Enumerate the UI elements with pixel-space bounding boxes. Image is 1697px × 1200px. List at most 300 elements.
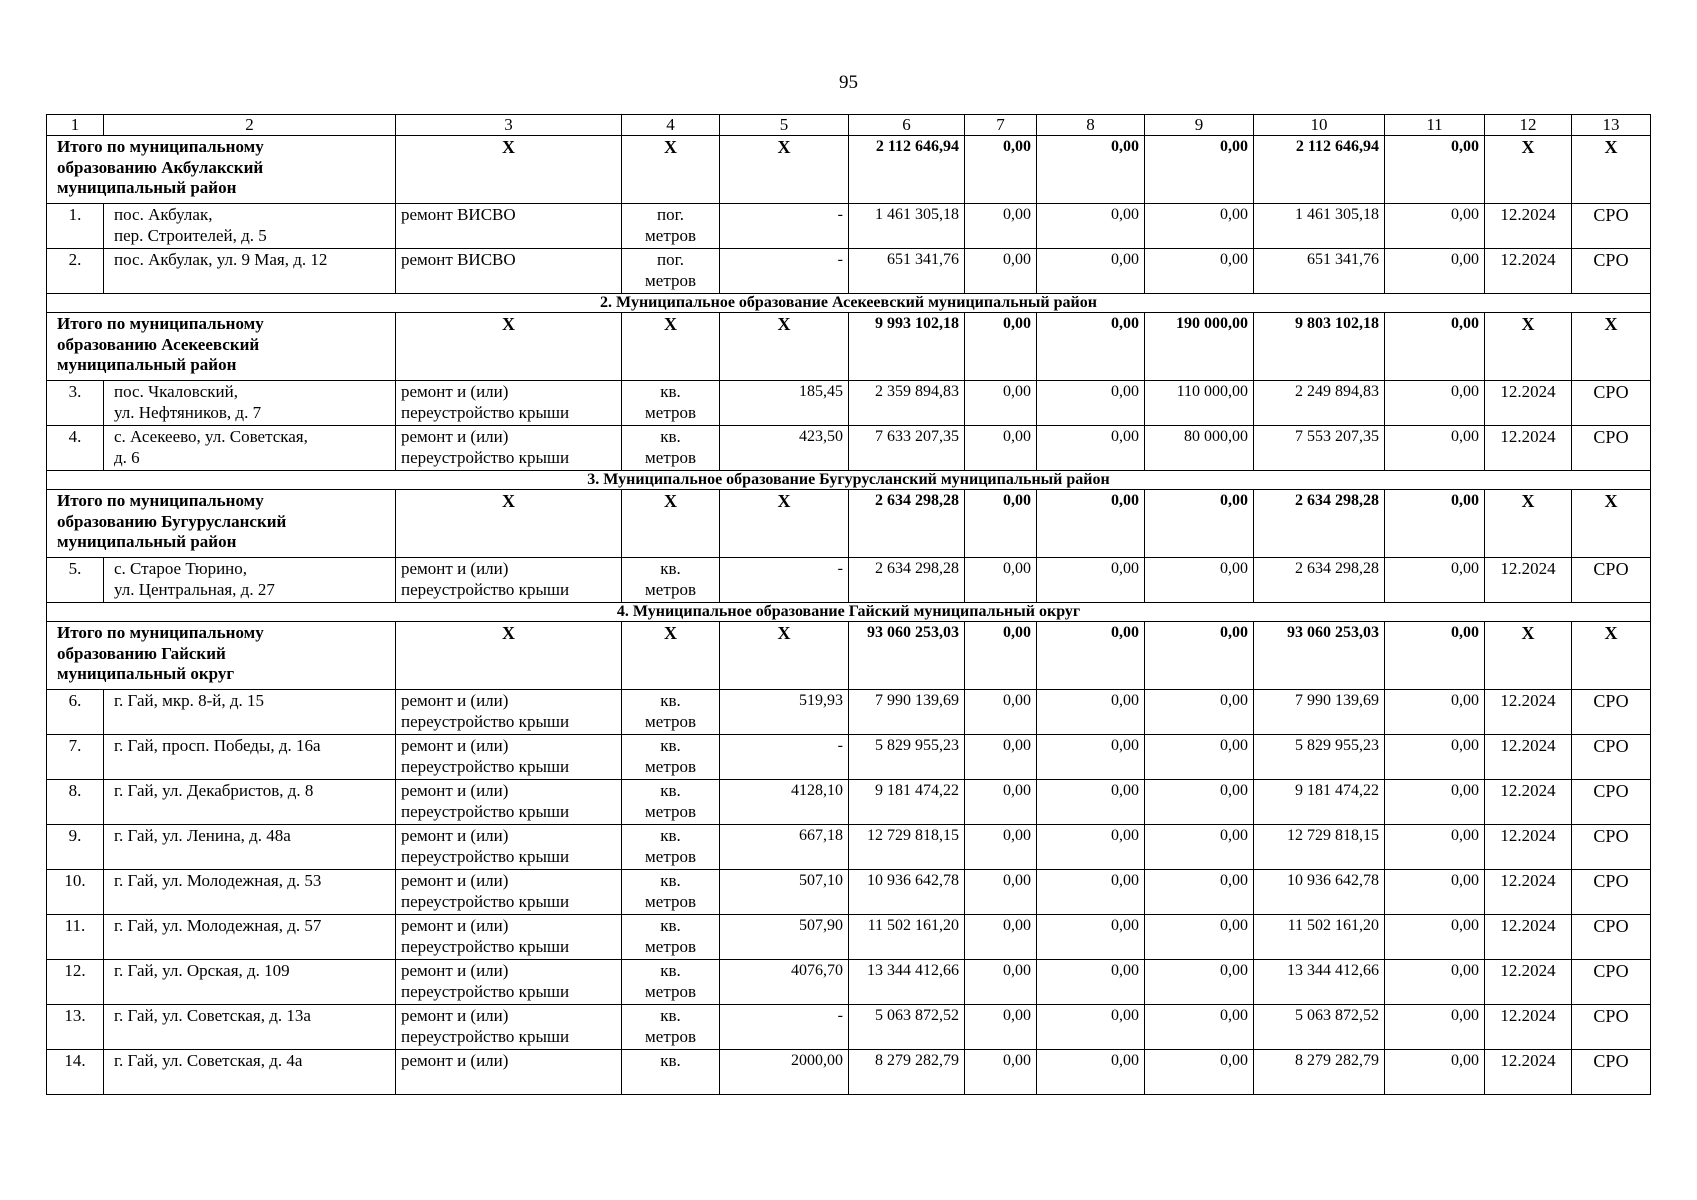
total-c4-cell: X	[622, 313, 720, 381]
item-c5-cell: -	[720, 735, 849, 780]
item-c6-cell: 12 729 818,15	[849, 825, 965, 870]
total-c8-cell: 0,00	[1037, 136, 1145, 204]
item-c9-cell: 0,00	[1145, 870, 1254, 915]
row-number-cell: 14.	[47, 1050, 104, 1095]
total-c13-cell: X	[1572, 136, 1651, 204]
item-c10-cell: 5 063 872,52	[1254, 1005, 1385, 1050]
row-number-cell: 3.	[47, 381, 104, 426]
item-c10-cell: 12 729 818,15	[1254, 825, 1385, 870]
total-c4-cell: X	[622, 622, 720, 690]
item-c8-cell: 0,00	[1037, 249, 1145, 294]
section-title: 3. Муниципальное образование Бугурусланский муниципальный район	[47, 471, 1651, 490]
unit-line: метров	[645, 711, 696, 731]
column-number-cell: 4	[622, 115, 720, 136]
address-line: г. Гай, ул. Орская, д. 109	[114, 961, 290, 980]
table-body	[47, 115, 1651, 1095]
item-c12-cell: 12.2024	[1485, 870, 1572, 915]
address-cell	[104, 735, 396, 780]
item-c7-cell: 0,00	[965, 960, 1037, 1005]
unit-line: метров	[645, 447, 696, 467]
total-name-cell	[47, 136, 396, 204]
column-number-cell: 12	[1485, 115, 1572, 136]
total-name-line: Итого по муниципальному	[57, 137, 264, 156]
work-type-cell	[396, 426, 622, 471]
item-c13-cell: СРО	[1572, 204, 1651, 249]
item-c9-cell: 0,00	[1145, 204, 1254, 249]
item-c8-cell: 0,00	[1037, 960, 1145, 1005]
item-c9-cell: 80 000,00	[1145, 426, 1254, 471]
item-c13-cell: СРО	[1572, 960, 1651, 1005]
work-type-line: переустройство крыши	[401, 1026, 570, 1046]
unit-cell	[622, 825, 720, 870]
total-c9-cell: 190 000,00	[1145, 313, 1254, 381]
total-c3-cell: X	[396, 313, 622, 381]
column-number-cell: 1	[47, 115, 104, 136]
unit-line: метров	[645, 270, 696, 290]
item-c6-cell: 7 633 207,35	[849, 426, 965, 471]
item-c9-cell: 0,00	[1145, 960, 1254, 1005]
work-type-line: переустройство крыши	[401, 846, 570, 866]
work-type-cell	[396, 960, 622, 1005]
item-c10-cell: 651 341,76	[1254, 249, 1385, 294]
item-c7-cell: 0,00	[965, 381, 1037, 426]
address-cell	[104, 204, 396, 249]
address-cell	[104, 960, 396, 1005]
total-name-line: образованию Гайский	[57, 643, 226, 663]
table-row	[47, 870, 1651, 915]
municipality-total-row	[47, 136, 1651, 204]
item-c10-cell: 7 553 207,35	[1254, 426, 1385, 471]
total-c3-cell: X	[396, 136, 622, 204]
table-row	[47, 735, 1651, 780]
work-type-line: ремонт и (или)	[401, 961, 509, 980]
item-c5-cell: 423,50	[720, 426, 849, 471]
row-number-cell: 5.	[47, 558, 104, 603]
item-c10-cell: 8 279 282,79	[1254, 1050, 1385, 1095]
address-cell	[104, 690, 396, 735]
address-line: г. Гай, просп. Победы, д. 16а	[114, 736, 321, 755]
row-number-cell: 7.	[47, 735, 104, 780]
unit-line: метров	[645, 1026, 696, 1046]
table-row	[47, 960, 1651, 1005]
item-c8-cell: 0,00	[1037, 558, 1145, 603]
item-c8-cell: 0,00	[1037, 426, 1145, 471]
work-type-line: ремонт и (или)	[401, 1051, 509, 1070]
address-line: с. Асекеево, ул. Советская,	[114, 427, 308, 446]
total-name-line: Итого по муниципальному	[57, 623, 264, 642]
address-cell	[104, 870, 396, 915]
work-type-line: переустройство крыши	[401, 711, 570, 731]
item-c10-cell: 2 249 894,83	[1254, 381, 1385, 426]
row-number-cell: 4.	[47, 426, 104, 471]
total-name-line: муниципальный район	[57, 532, 237, 552]
address-line: г. Гай, мкр. 8-й, д. 15	[114, 691, 265, 710]
address-line: пос. Акбулак, ул. 9 Мая, д. 12	[114, 250, 328, 269]
unit-line: кв.	[660, 736, 681, 755]
table-row	[47, 915, 1651, 960]
total-c10-cell: 93 060 253,03	[1254, 622, 1385, 690]
item-c12-cell: 12.2024	[1485, 204, 1572, 249]
unit-cell	[622, 249, 720, 294]
item-c11-cell: 0,00	[1385, 690, 1485, 735]
item-c7-cell: 0,00	[965, 735, 1037, 780]
address-line: г. Гай, ул. Ленина, д. 48а	[114, 826, 291, 845]
item-c6-cell: 9 181 474,22	[849, 780, 965, 825]
unit-cell	[622, 1050, 720, 1095]
address-line: пер. Строителей, д. 5	[114, 225, 267, 245]
unit-line: кв.	[660, 1051, 681, 1070]
item-c6-cell: 1 461 305,18	[849, 204, 965, 249]
total-c6-cell: 93 060 253,03	[849, 622, 965, 690]
work-type-line: переустройство крыши	[401, 801, 570, 821]
total-name-line: образованию Бугурусланский	[57, 511, 287, 531]
item-c8-cell: 0,00	[1037, 825, 1145, 870]
work-type-line: переустройство крыши	[401, 936, 570, 956]
total-c10-cell: 2 634 298,28	[1254, 490, 1385, 558]
item-c10-cell: 1 461 305,18	[1254, 204, 1385, 249]
table-row	[47, 825, 1651, 870]
row-number-cell: 11.	[47, 915, 104, 960]
total-c8-cell: 0,00	[1037, 490, 1145, 558]
item-c6-cell: 11 502 161,20	[849, 915, 965, 960]
work-type-line: переустройство крыши	[401, 447, 570, 467]
total-c5-cell: X	[720, 136, 849, 204]
item-c5-cell: -	[720, 204, 849, 249]
item-c13-cell: СРО	[1572, 1005, 1651, 1050]
total-c5-cell: X	[720, 313, 849, 381]
work-type-line: ремонт и (или)	[401, 691, 509, 710]
total-c9-cell: 0,00	[1145, 136, 1254, 204]
work-type-cell	[396, 1050, 622, 1095]
item-c6-cell: 8 279 282,79	[849, 1050, 965, 1095]
work-type-cell	[396, 735, 622, 780]
unit-line: кв.	[660, 1006, 681, 1025]
work-type-line: переустройство крыши	[401, 981, 570, 1001]
item-c5-cell: 667,18	[720, 825, 849, 870]
work-type-cell	[396, 249, 622, 294]
total-c13-cell: X	[1572, 490, 1651, 558]
address-line: пос. Акбулак,	[114, 205, 213, 224]
unit-line: кв.	[660, 916, 681, 935]
work-type-line: ремонт и (или)	[401, 781, 509, 800]
item-c12-cell: 12.2024	[1485, 426, 1572, 471]
unit-line: кв.	[660, 961, 681, 980]
address-line: пос. Чкаловский,	[114, 382, 238, 401]
unit-line: метров	[645, 579, 696, 599]
address-line: г. Гай, ул. Молодежная, д. 53	[114, 871, 322, 890]
item-c9-cell: 0,00	[1145, 558, 1254, 603]
item-c13-cell: СРО	[1572, 381, 1651, 426]
table-row	[47, 426, 1651, 471]
unit-cell	[622, 426, 720, 471]
item-c11-cell: 0,00	[1385, 825, 1485, 870]
item-c11-cell: 0,00	[1385, 381, 1485, 426]
address-line: г. Гай, ул. Советская, д. 13а	[114, 1006, 311, 1025]
total-c10-cell: 2 112 646,94	[1254, 136, 1385, 204]
item-c8-cell: 0,00	[1037, 381, 1145, 426]
address-line: г. Гай, ул. Молодежная, д. 57	[114, 916, 322, 935]
total-c11-cell: 0,00	[1385, 490, 1485, 558]
item-c6-cell: 7 990 139,69	[849, 690, 965, 735]
item-c5-cell: 185,45	[720, 381, 849, 426]
total-c6-cell: 9 993 102,18	[849, 313, 965, 381]
address-line: ул. Нефтяников, д. 7	[114, 402, 262, 422]
unit-cell	[622, 690, 720, 735]
total-c12-cell: X	[1485, 622, 1572, 690]
work-type-cell	[396, 825, 622, 870]
address-cell	[104, 558, 396, 603]
item-c7-cell: 0,00	[965, 204, 1037, 249]
unit-cell	[622, 780, 720, 825]
total-c3-cell: X	[396, 622, 622, 690]
total-name-line: Итого по муниципальному	[57, 314, 264, 333]
item-c7-cell: 0,00	[965, 690, 1037, 735]
item-c11-cell: 0,00	[1385, 204, 1485, 249]
item-c12-cell: 12.2024	[1485, 1050, 1572, 1095]
unit-line: пог.	[657, 250, 684, 269]
item-c13-cell: СРО	[1572, 249, 1651, 294]
item-c8-cell: 0,00	[1037, 735, 1145, 780]
total-c10-cell: 9 803 102,18	[1254, 313, 1385, 381]
item-c7-cell: 0,00	[965, 249, 1037, 294]
address-cell	[104, 381, 396, 426]
total-c11-cell: 0,00	[1385, 622, 1485, 690]
total-c7-cell: 0,00	[965, 136, 1037, 204]
item-c8-cell: 0,00	[1037, 1005, 1145, 1050]
item-c12-cell: 12.2024	[1485, 735, 1572, 780]
work-type-line: ремонт и (или)	[401, 916, 509, 935]
total-c13-cell: X	[1572, 313, 1651, 381]
total-c7-cell: 0,00	[965, 622, 1037, 690]
row-number-cell: 10.	[47, 870, 104, 915]
unit-line: метров	[645, 936, 696, 956]
total-name-cell	[47, 490, 396, 558]
item-c6-cell: 10 936 642,78	[849, 870, 965, 915]
item-c13-cell: СРО	[1572, 780, 1651, 825]
item-c9-cell: 0,00	[1145, 1005, 1254, 1050]
work-type-line: ремонт и (или)	[401, 1006, 509, 1025]
item-c7-cell: 0,00	[965, 426, 1037, 471]
unit-line: метров	[645, 981, 696, 1001]
item-c9-cell: 0,00	[1145, 825, 1254, 870]
work-type-line: переустройство крыши	[401, 891, 570, 911]
total-c11-cell: 0,00	[1385, 313, 1485, 381]
item-c13-cell: СРО	[1572, 735, 1651, 780]
item-c9-cell: 0,00	[1145, 1050, 1254, 1095]
item-c5-cell: 507,10	[720, 870, 849, 915]
item-c13-cell: СРО	[1572, 1050, 1651, 1095]
table-row	[47, 204, 1651, 249]
address-line: г. Гай, ул. Декабристов, д. 8	[114, 781, 314, 800]
unit-line: кв.	[660, 382, 681, 401]
work-type-line: ремонт и (или)	[401, 871, 509, 890]
section-header-row	[47, 603, 1651, 622]
item-c5-cell: 507,90	[720, 915, 849, 960]
item-c11-cell: 0,00	[1385, 960, 1485, 1005]
unit-cell	[622, 204, 720, 249]
item-c8-cell: 0,00	[1037, 690, 1145, 735]
column-number-cell: 8	[1037, 115, 1145, 136]
item-c12-cell: 12.2024	[1485, 1005, 1572, 1050]
section-header-row	[47, 294, 1651, 313]
item-c8-cell: 0,00	[1037, 915, 1145, 960]
item-c11-cell: 0,00	[1385, 558, 1485, 603]
item-c7-cell: 0,00	[965, 870, 1037, 915]
address-cell	[104, 780, 396, 825]
total-name-line: образованию Асекеевский	[57, 334, 260, 354]
work-type-cell	[396, 870, 622, 915]
column-number-cell: 3	[396, 115, 622, 136]
unit-cell	[622, 735, 720, 780]
total-c12-cell: X	[1485, 313, 1572, 381]
total-c7-cell: 0,00	[965, 313, 1037, 381]
item-c9-cell: 0,00	[1145, 249, 1254, 294]
item-c8-cell: 0,00	[1037, 1050, 1145, 1095]
total-name-line: образованию Акбулакский	[57, 157, 264, 177]
item-c6-cell: 5 829 955,23	[849, 735, 965, 780]
item-c13-cell: СРО	[1572, 825, 1651, 870]
row-number-cell: 6.	[47, 690, 104, 735]
item-c12-cell: 12.2024	[1485, 249, 1572, 294]
total-c9-cell: 0,00	[1145, 622, 1254, 690]
item-c6-cell: 2 359 894,83	[849, 381, 965, 426]
unit-line: метров	[645, 846, 696, 866]
section-title: 2. Муниципальное образование Асекеевский муниципальный район	[47, 294, 1651, 313]
row-number-cell: 8.	[47, 780, 104, 825]
unit-line: метров	[645, 801, 696, 821]
item-c12-cell: 12.2024	[1485, 915, 1572, 960]
total-name-line: Итого по муниципальному	[57, 491, 264, 510]
row-number-cell: 12.	[47, 960, 104, 1005]
item-c5-cell: -	[720, 1005, 849, 1050]
item-c12-cell: 12.2024	[1485, 960, 1572, 1005]
item-c7-cell: 0,00	[965, 1050, 1037, 1095]
unit-line: метров	[645, 225, 696, 245]
column-number-row	[47, 115, 1651, 136]
work-type-cell	[396, 780, 622, 825]
unit-line: кв.	[660, 826, 681, 845]
item-c12-cell: 12.2024	[1485, 690, 1572, 735]
total-c12-cell: X	[1485, 490, 1572, 558]
work-type-cell	[396, 915, 622, 960]
total-c5-cell: X	[720, 490, 849, 558]
column-number-cell: 7	[965, 115, 1037, 136]
column-number-cell: 6	[849, 115, 965, 136]
address-cell	[104, 249, 396, 294]
column-number-cell: 5	[720, 115, 849, 136]
item-c7-cell: 0,00	[965, 825, 1037, 870]
municipality-total-row	[47, 622, 1651, 690]
row-number-cell: 9.	[47, 825, 104, 870]
unit-line: кв.	[660, 871, 681, 890]
item-c7-cell: 0,00	[965, 1005, 1037, 1050]
work-type-line: ремонт ВИСВО	[401, 205, 516, 224]
total-c5-cell: X	[720, 622, 849, 690]
item-c10-cell: 5 829 955,23	[1254, 735, 1385, 780]
unit-line: кв.	[660, 559, 681, 578]
item-c8-cell: 0,00	[1037, 870, 1145, 915]
item-c6-cell: 2 634 298,28	[849, 558, 965, 603]
row-number-cell: 1.	[47, 204, 104, 249]
work-type-line: переустройство крыши	[401, 756, 570, 776]
item-c10-cell: 11 502 161,20	[1254, 915, 1385, 960]
municipality-total-row	[47, 313, 1651, 381]
unit-line: метров	[645, 891, 696, 911]
item-c9-cell: 0,00	[1145, 690, 1254, 735]
item-c10-cell: 13 344 412,66	[1254, 960, 1385, 1005]
item-c6-cell: 651 341,76	[849, 249, 965, 294]
unit-cell	[622, 870, 720, 915]
unit-cell	[622, 1005, 720, 1050]
item-c13-cell: СРО	[1572, 558, 1651, 603]
work-type-line: переустройство крыши	[401, 579, 570, 599]
item-c11-cell: 0,00	[1385, 1005, 1485, 1050]
work-type-line: ремонт и (или)	[401, 382, 509, 401]
total-name-line: муниципальный район	[57, 355, 237, 375]
item-c12-cell: 12.2024	[1485, 825, 1572, 870]
item-c11-cell: 0,00	[1385, 780, 1485, 825]
section-title: 4. Муниципальное образование Гайский муниципальный округ	[47, 603, 1651, 622]
total-name-cell	[47, 622, 396, 690]
work-type-line: переустройство крыши	[401, 402, 570, 422]
address-line: с. Старое Тюрино,	[114, 559, 248, 578]
item-c10-cell: 9 181 474,22	[1254, 780, 1385, 825]
total-c6-cell: 2 634 298,28	[849, 490, 965, 558]
total-c4-cell: X	[622, 490, 720, 558]
unit-line: метров	[645, 402, 696, 422]
table-row	[47, 1005, 1651, 1050]
address-cell	[104, 1005, 396, 1050]
item-c11-cell: 0,00	[1385, 915, 1485, 960]
work-type-cell	[396, 381, 622, 426]
unit-line: кв.	[660, 781, 681, 800]
item-c12-cell: 12.2024	[1485, 558, 1572, 603]
item-c5-cell: 4076,70	[720, 960, 849, 1005]
column-number-cell: 2	[104, 115, 396, 136]
item-c13-cell: СРО	[1572, 870, 1651, 915]
column-number-cell: 9	[1145, 115, 1254, 136]
item-c5-cell: 2000,00	[720, 1050, 849, 1095]
item-c12-cell: 12.2024	[1485, 381, 1572, 426]
table-row	[47, 690, 1651, 735]
column-number-cell: 11	[1385, 115, 1485, 136]
item-c12-cell: 12.2024	[1485, 780, 1572, 825]
item-c8-cell: 0,00	[1037, 780, 1145, 825]
total-c11-cell: 0,00	[1385, 136, 1485, 204]
column-number-cell: 13	[1572, 115, 1651, 136]
work-type-cell	[396, 690, 622, 735]
work-type-line: ремонт и (или)	[401, 559, 509, 578]
item-c9-cell: 110 000,00	[1145, 381, 1254, 426]
total-c13-cell: X	[1572, 622, 1651, 690]
unit-line: пог.	[657, 205, 684, 224]
column-number-cell: 10	[1254, 115, 1385, 136]
item-c10-cell: 10 936 642,78	[1254, 870, 1385, 915]
total-c3-cell: X	[396, 490, 622, 558]
item-c13-cell: СРО	[1572, 426, 1651, 471]
municipality-total-row	[47, 490, 1651, 558]
work-type-cell	[396, 204, 622, 249]
address-cell	[104, 825, 396, 870]
capital-repair-table	[46, 114, 1651, 1095]
item-c5-cell: 519,93	[720, 690, 849, 735]
total-name-line: муниципальный округ	[57, 664, 235, 684]
total-name-line: муниципальный район	[57, 178, 237, 198]
page-number: 95	[839, 72, 858, 93]
work-type-line: ремонт и (или)	[401, 826, 509, 845]
item-c8-cell: 0,00	[1037, 204, 1145, 249]
unit-line: кв.	[660, 427, 681, 446]
